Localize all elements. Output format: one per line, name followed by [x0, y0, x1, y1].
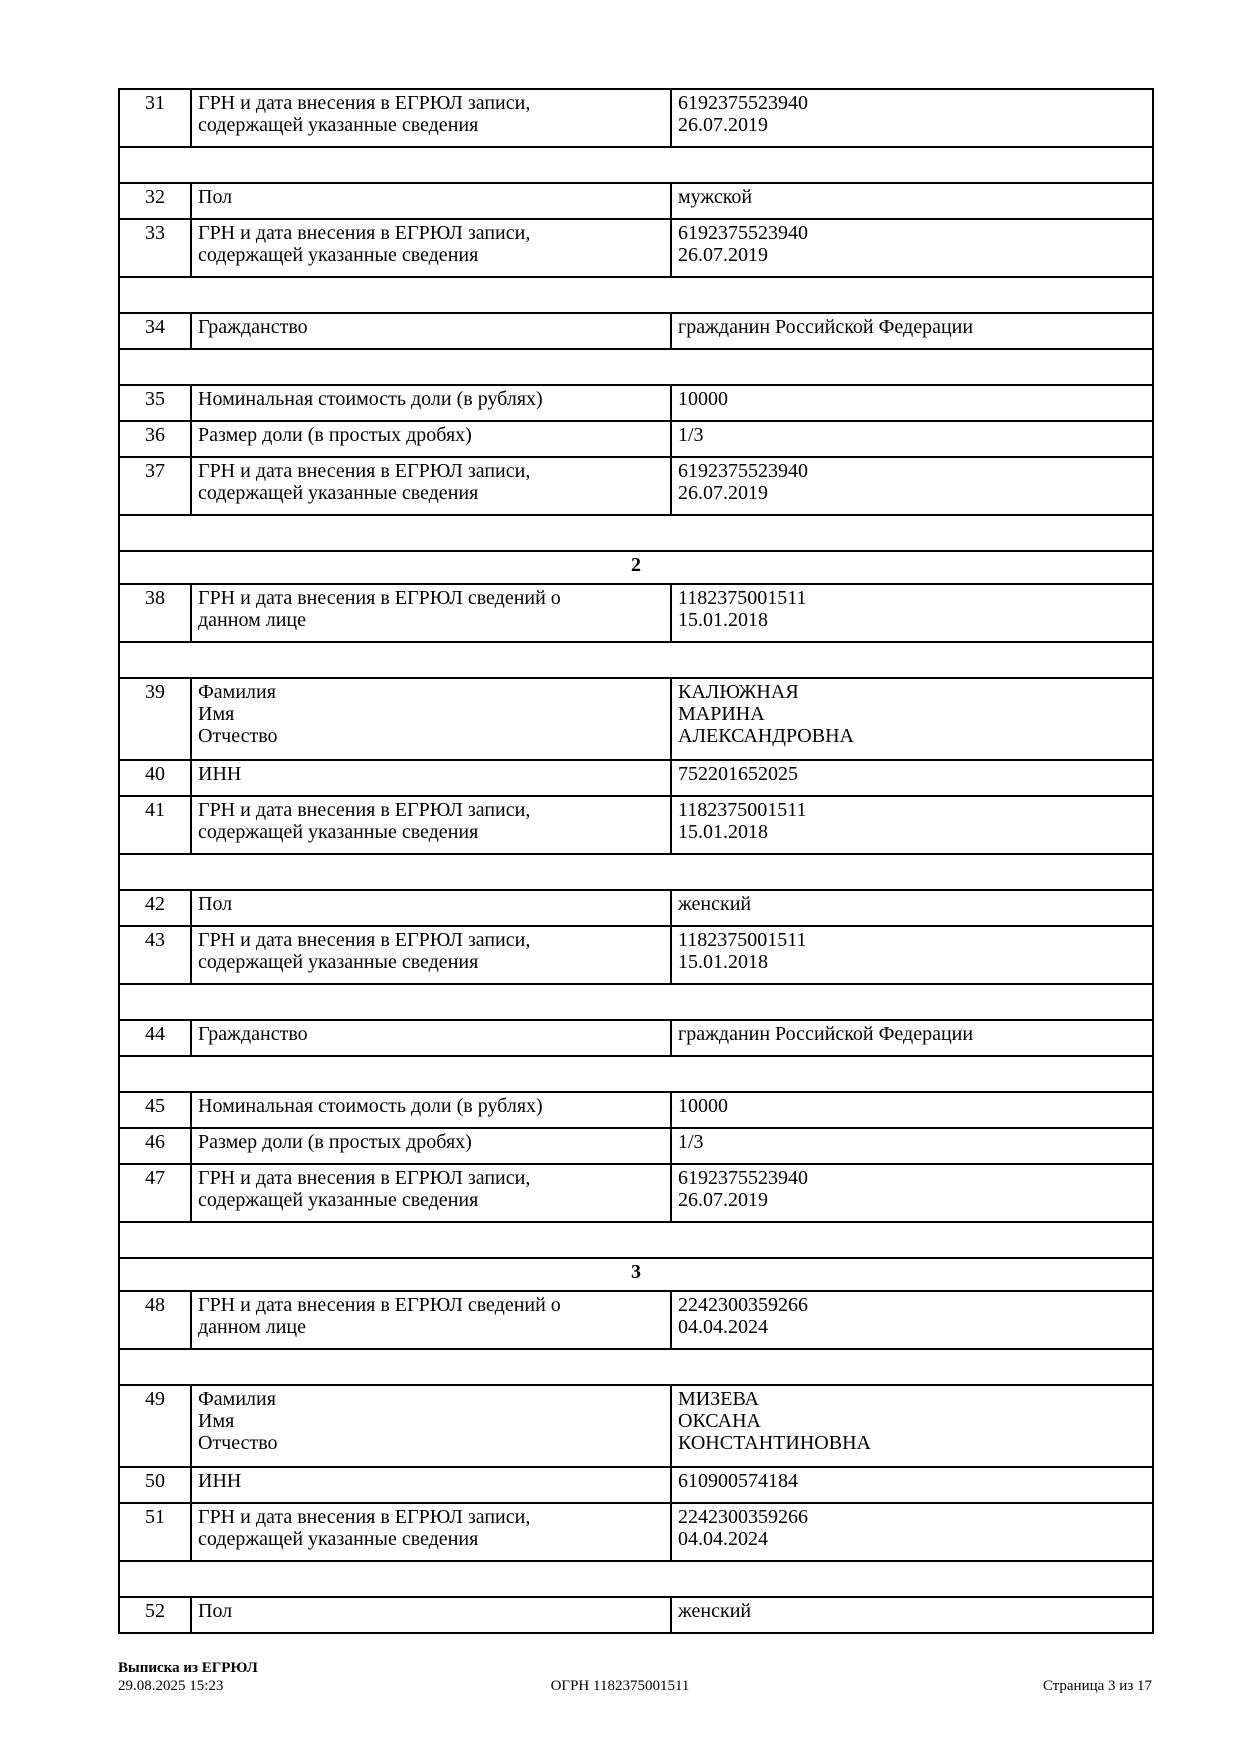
label-line: ГРН и дата внесения в ЕГРЮЛ сведений о	[198, 587, 561, 609]
value-line: 1/3	[678, 424, 704, 446]
footer-ogrn: ОГРН 1182375001511	[550, 1678, 690, 1694]
row-number-cell: 36	[119, 421, 191, 457]
value-line: 10000	[678, 388, 728, 410]
row-number-cell: 46	[119, 1128, 191, 1164]
label-line: ГРН и дата внесения в ЕГРЮЛ записи,	[198, 92, 531, 114]
table-row	[119, 1291, 1153, 1349]
label-line: содержащей указанные сведения	[198, 821, 479, 843]
field-label-cell	[191, 926, 671, 984]
table-row	[119, 890, 1153, 926]
label-line: Размер доли (в простых дробях)	[198, 424, 472, 446]
label-line: содержащей указанные сведения	[198, 482, 479, 504]
field-label-cell	[191, 385, 671, 421]
value-line: 6192375523940	[678, 1167, 808, 1189]
value-line: 6192375523940	[678, 222, 808, 244]
spacer-cell	[119, 984, 1153, 1020]
spacer-row	[119, 147, 1153, 183]
field-value-cell	[671, 313, 1153, 349]
spacer-cell	[119, 147, 1153, 183]
row-number-cell: 31	[119, 89, 191, 147]
table-row	[119, 796, 1153, 854]
label-line: ГРН и дата внесения в ЕГРЮЛ записи,	[198, 929, 531, 951]
value-line: женский	[678, 1600, 752, 1622]
field-label-cell	[191, 1291, 671, 1349]
label-line: Гражданство	[198, 1023, 308, 1045]
section-header-row	[119, 1258, 1153, 1291]
field-value-cell	[671, 678, 1153, 760]
value-line: 26.07.2019	[678, 1189, 768, 1211]
field-value-cell	[671, 183, 1153, 219]
field-label-cell	[191, 89, 671, 147]
label-line: данном лице	[198, 1316, 306, 1338]
field-label-cell	[191, 678, 671, 760]
spacer-cell	[119, 349, 1153, 385]
row-number-cell: 44	[119, 1020, 191, 1056]
field-label-cell	[191, 760, 671, 796]
value-line: 2242300359266	[678, 1294, 808, 1316]
spacer-row	[119, 1349, 1153, 1385]
value-line: 1182375001511	[678, 929, 807, 951]
table-row	[119, 457, 1153, 515]
label-line: содержащей указанные сведения	[198, 1189, 479, 1211]
value-line: гражданин Российской Федерации	[678, 316, 974, 338]
row-number-cell: 49	[119, 1385, 191, 1467]
label-line: Гражданство	[198, 316, 308, 338]
table-row	[119, 1467, 1153, 1503]
row-number-cell: 39	[119, 678, 191, 760]
value-line: 1182375001511	[678, 587, 807, 609]
row-number-cell: 33	[119, 219, 191, 277]
field-value-cell	[671, 385, 1153, 421]
label-line: содержащей указанные сведения	[198, 1528, 479, 1550]
table-row	[119, 1164, 1153, 1222]
spacer-cell	[119, 1222, 1153, 1258]
field-value-cell	[671, 760, 1153, 796]
row-number-cell: 41	[119, 796, 191, 854]
label-line: ИНН	[198, 763, 242, 785]
table-row	[119, 678, 1153, 760]
label-line: ИНН	[198, 1470, 242, 1492]
field-label-cell	[191, 457, 671, 515]
egrul-table	[118, 88, 1154, 1634]
value-line: 26.07.2019	[678, 244, 768, 266]
table-row	[119, 313, 1153, 349]
egrul-table-body	[119, 89, 1153, 1633]
value-line: 26.07.2019	[678, 114, 768, 136]
value-line: 15.01.2018	[678, 951, 768, 973]
table-row	[119, 1597, 1153, 1633]
field-label-cell	[191, 219, 671, 277]
value-line: КАЛЮЖНАЯ	[678, 681, 799, 703]
value-line: 610900574184	[678, 1470, 798, 1492]
field-value-cell	[671, 1385, 1153, 1467]
row-number-cell: 42	[119, 890, 191, 926]
label-line: ГРН и дата внесения в ЕГРЮЛ записи,	[198, 222, 531, 244]
value-line: 752201652025	[678, 763, 798, 785]
field-label-cell	[191, 1128, 671, 1164]
label-line: Фамилия	[198, 1388, 276, 1410]
label-line: Пол	[198, 1600, 233, 1622]
row-number-cell: 40	[119, 760, 191, 796]
row-number-cell: 45	[119, 1092, 191, 1128]
label-line: Отчество	[198, 1432, 278, 1454]
value-line: 26.07.2019	[678, 482, 768, 504]
table-row	[119, 584, 1153, 642]
row-number-cell: 52	[119, 1597, 191, 1633]
row-number-cell: 34	[119, 313, 191, 349]
value-line: 04.04.2024	[678, 1316, 768, 1338]
section-header-row	[119, 551, 1153, 584]
field-value-cell	[671, 457, 1153, 515]
value-line: 6192375523940	[678, 460, 808, 482]
label-line: содержащей указанные сведения	[198, 951, 479, 973]
field-label-cell	[191, 1503, 671, 1561]
field-value-cell	[671, 219, 1153, 277]
field-value-cell	[671, 1020, 1153, 1056]
table-row	[119, 1385, 1153, 1467]
table-row	[119, 1092, 1153, 1128]
label-line: Фамилия	[198, 681, 276, 703]
spacer-row	[119, 349, 1153, 385]
section-number: 2	[119, 551, 1153, 584]
label-line: Размер доли (в простых дробях)	[198, 1131, 472, 1153]
spacer-row	[119, 984, 1153, 1020]
value-line: 2242300359266	[678, 1506, 808, 1528]
field-value-cell	[671, 1597, 1153, 1633]
value-line: мужской	[678, 186, 753, 208]
label-line: Отчество	[198, 725, 278, 747]
value-line: 15.01.2018	[678, 609, 768, 631]
field-value-cell	[671, 1128, 1153, 1164]
label-line: Пол	[198, 893, 233, 915]
table-row	[119, 385, 1153, 421]
table-row	[119, 760, 1153, 796]
row-number-cell: 32	[119, 183, 191, 219]
table-row	[119, 1503, 1153, 1561]
spacer-row	[119, 1056, 1153, 1092]
label-line: Пол	[198, 186, 233, 208]
label-line: ГРН и дата внесения в ЕГРЮЛ записи,	[198, 1167, 531, 1189]
field-label-cell	[191, 1385, 671, 1467]
field-value-cell	[671, 1092, 1153, 1128]
row-number-cell: 43	[119, 926, 191, 984]
spacer-cell	[119, 277, 1153, 313]
row-number-cell: 37	[119, 457, 191, 515]
value-line: гражданин Российской Федерации	[678, 1023, 974, 1045]
spacer-cell	[119, 854, 1153, 890]
row-number-cell: 48	[119, 1291, 191, 1349]
field-value-cell	[671, 1467, 1153, 1503]
label-line: ГРН и дата внесения в ЕГРЮЛ записи,	[198, 799, 531, 821]
field-value-cell	[671, 421, 1153, 457]
field-label-cell	[191, 1092, 671, 1128]
field-value-cell	[671, 584, 1153, 642]
field-label-cell	[191, 313, 671, 349]
label-line: ГРН и дата внесения в ЕГРЮЛ сведений о	[198, 1294, 561, 1316]
section-number: 3	[119, 1258, 1153, 1291]
table-row	[119, 1128, 1153, 1164]
spacer-cell	[119, 642, 1153, 678]
spacer-cell	[119, 1056, 1153, 1092]
field-value-cell	[671, 89, 1153, 147]
field-label-cell	[191, 183, 671, 219]
value-line: МАРИНА	[678, 703, 765, 725]
spacer-row	[119, 515, 1153, 551]
spacer-row	[119, 854, 1153, 890]
spacer-cell	[119, 1349, 1153, 1385]
value-line: 1/3	[678, 1131, 704, 1153]
table-row	[119, 89, 1153, 147]
row-number-cell: 51	[119, 1503, 191, 1561]
table-row	[119, 219, 1153, 277]
field-value-cell	[671, 1164, 1153, 1222]
label-line: Имя	[198, 1410, 235, 1432]
label-line: данном лице	[198, 609, 306, 631]
table-row	[119, 183, 1153, 219]
field-value-cell	[671, 890, 1153, 926]
spacer-cell	[119, 1561, 1153, 1597]
value-line: КОНСТАНТИНОВНА	[678, 1432, 871, 1454]
label-line: Номинальная стоимость доли (в рублях)	[198, 1095, 543, 1117]
field-label-cell	[191, 890, 671, 926]
field-value-cell	[671, 1503, 1153, 1561]
value-line: 1182375001511	[678, 799, 807, 821]
footer-page-number: Страница 3 из 17	[1042, 1678, 1152, 1694]
row-number-cell: 47	[119, 1164, 191, 1222]
value-line: женский	[678, 893, 752, 915]
field-label-cell	[191, 1020, 671, 1056]
value-line: ОКСАНА	[678, 1410, 761, 1432]
field-label-cell	[191, 796, 671, 854]
footer-doc-title: Выписка из ЕГРЮЛ	[118, 1660, 258, 1676]
row-number-cell: 50	[119, 1467, 191, 1503]
spacer-row	[119, 277, 1153, 313]
label-line: ГРН и дата внесения в ЕГРЮЛ записи,	[198, 460, 531, 482]
field-label-cell	[191, 1467, 671, 1503]
field-value-cell	[671, 926, 1153, 984]
value-line: 15.01.2018	[678, 821, 768, 843]
footer-generated-timestamp: 29.08.2025 15:23	[118, 1678, 224, 1694]
label-line: Номинальная стоимость доли (в рублях)	[198, 388, 543, 410]
table-row	[119, 926, 1153, 984]
spacer-row	[119, 642, 1153, 678]
table-row	[119, 421, 1153, 457]
spacer-row	[119, 1561, 1153, 1597]
spacer-cell	[119, 515, 1153, 551]
row-number-cell: 35	[119, 385, 191, 421]
value-line: АЛЕКСАНДРОВНА	[678, 725, 854, 747]
label-line: ГРН и дата внесения в ЕГРЮЛ записи,	[198, 1506, 531, 1528]
value-line: 6192375523940	[678, 92, 808, 114]
value-line: 10000	[678, 1095, 728, 1117]
value-line: 04.04.2024	[678, 1528, 768, 1550]
label-line: содержащей указанные сведения	[198, 244, 479, 266]
field-label-cell	[191, 1597, 671, 1633]
field-value-cell	[671, 796, 1153, 854]
field-label-cell	[191, 421, 671, 457]
field-label-cell	[191, 1164, 671, 1222]
field-value-cell	[671, 1291, 1153, 1349]
value-line: МИЗЕВА	[678, 1388, 759, 1410]
label-line: содержащей указанные сведения	[198, 114, 479, 136]
field-label-cell	[191, 584, 671, 642]
spacer-row	[119, 1222, 1153, 1258]
label-line: Имя	[198, 703, 235, 725]
row-number-cell: 38	[119, 584, 191, 642]
table-row	[119, 1020, 1153, 1056]
